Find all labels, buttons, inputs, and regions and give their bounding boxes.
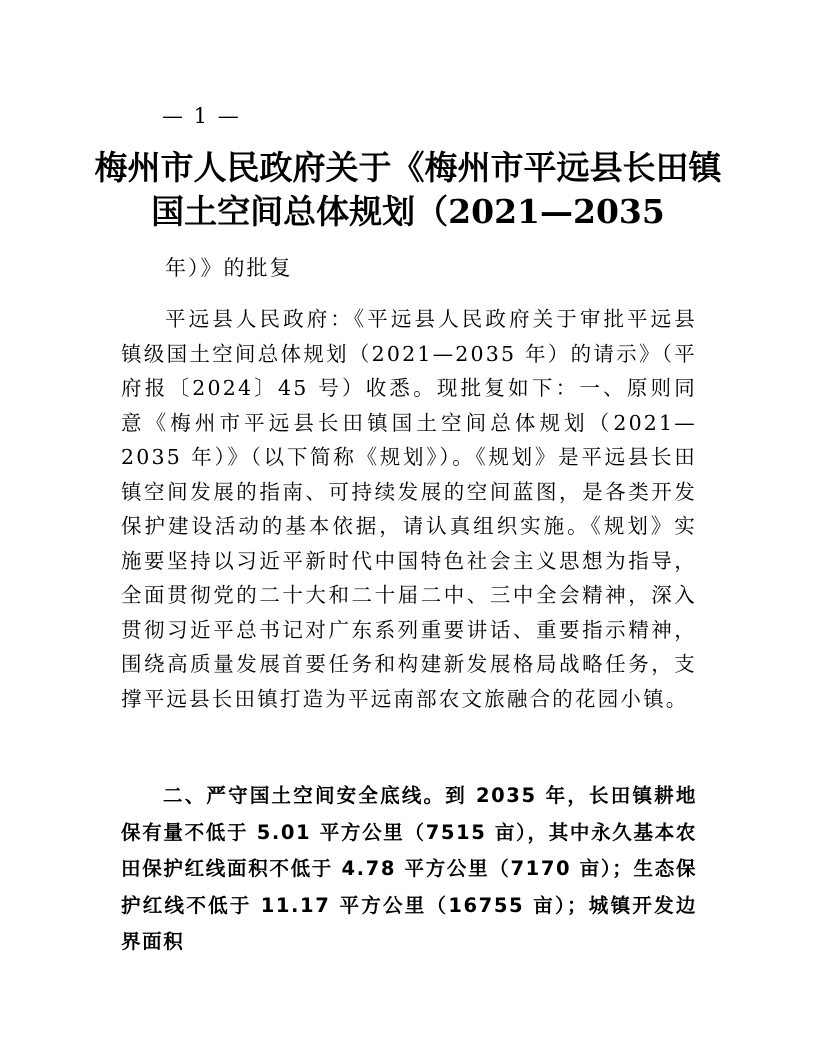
body-paragraph-1: 平远县人民政府：《平远县人民政府关于审批平远县镇级国土空间总体规划（2021—2035 年）的请示》（平府报〔2024〕45 号）收悉。现批复如下：一、原则同意《梅州市平远县长田镇国土空间总体规划（2021—2035 年）》（以下简称《规划》）。《规划》是平远县长田镇空间发展的指南、可持续发展的空间蓝图，是各类开发保护建设活动的基本依据，请认真组织实施。《规划》实施要坚持以习近平新时代中国特色社会主义思想为指导，全面贯彻党的二十大和二十届二中、三中全会精神，深入贯彻习近平总书记对广东系列重要讲话、重要指示精神，围绕高质量发展首要任务和构建新发展格局战略任务，支撑平远县长田镇打造为平远南部农文旅融合的花园小镇。 bbox=[121, 307, 697, 711]
title-line-2: 国土空间总体规划（2021—2035 bbox=[151, 192, 665, 231]
document-title bbox=[0, 146, 816, 234]
body-paragraph-2: 二、严守国土空间安全底线。到 2035 年，长田镇耕地保有量不低于 5.01 平方公里（7515 亩），其中永久基本农田保护红线面积不低于 4.78 平方公里（7170 亩）；生态保护红线不低于 11.17 平方公里（16755 亩）；城镇开发边界面积 bbox=[121, 784, 697, 953]
page-number: — 1 — bbox=[162, 104, 241, 128]
title-line-3: 年）》的批复 bbox=[165, 256, 293, 280]
title-line-1: 梅州市人民政府关于《梅州市平远县长田镇 bbox=[94, 148, 722, 187]
